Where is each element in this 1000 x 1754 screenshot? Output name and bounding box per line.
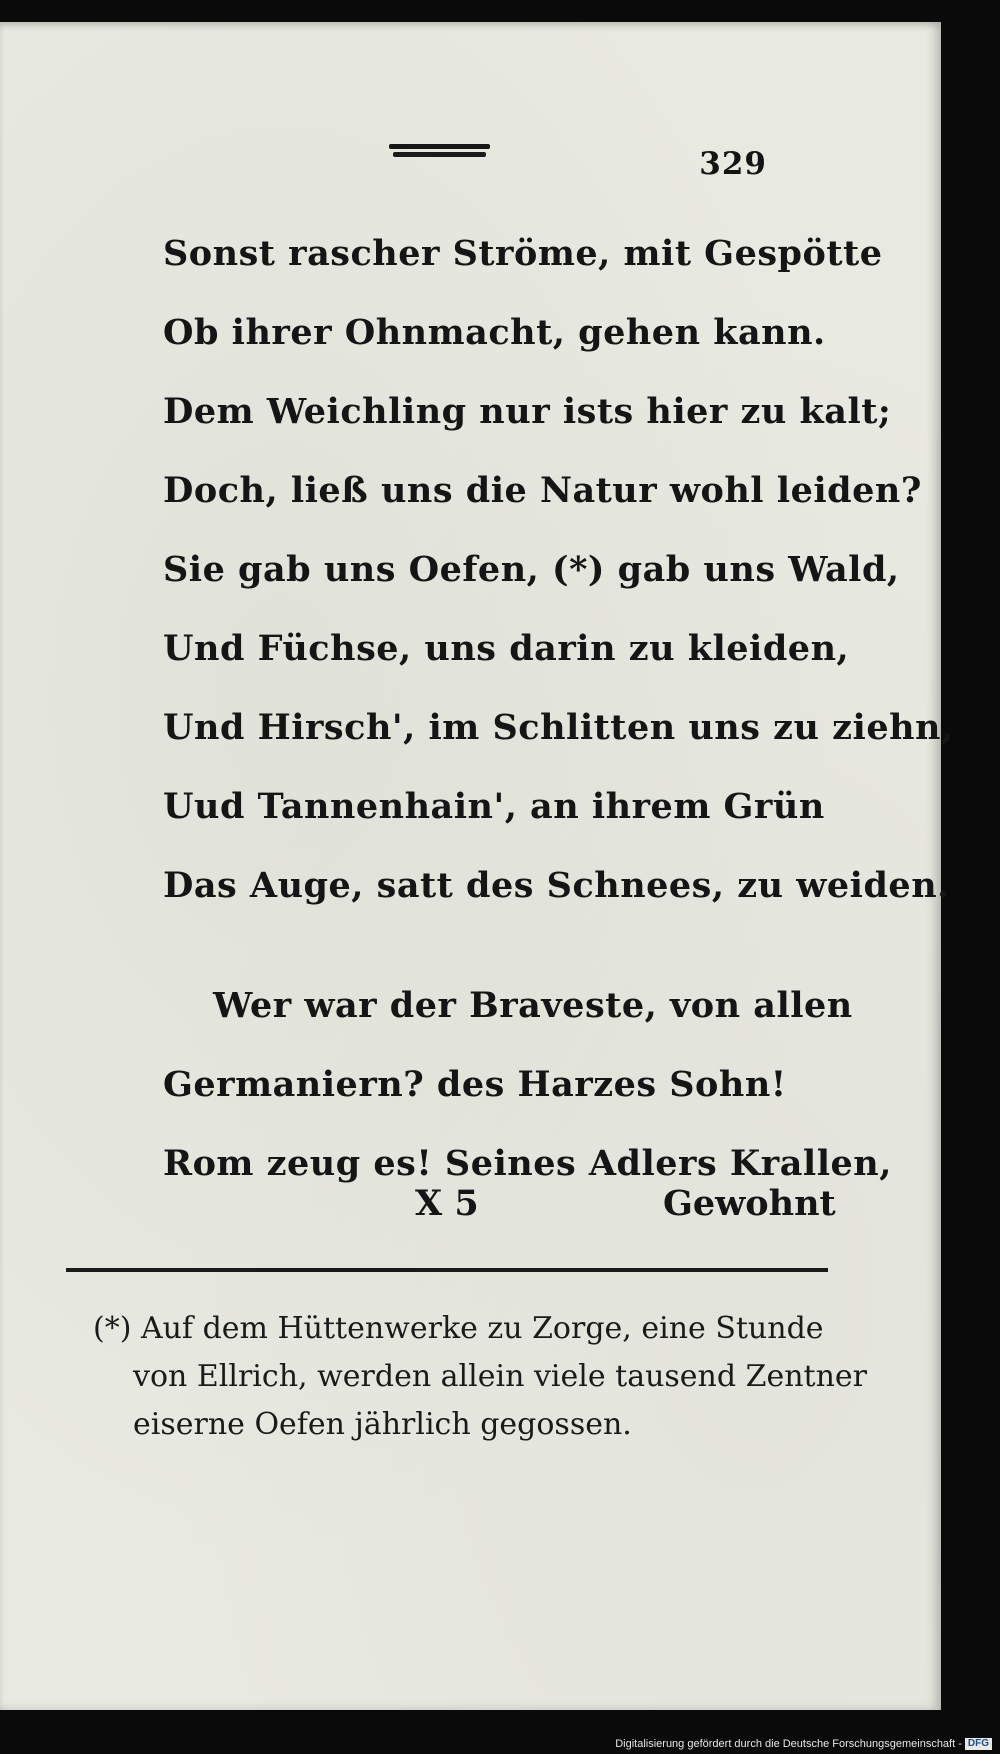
verse-line: Ob ihrer Ohnmacht, gehen kann. xyxy=(163,312,826,353)
catchword: Gewohnt xyxy=(663,1183,836,1224)
verse-line: Das Auge, satt des Schnees, zu weiden. xyxy=(163,865,950,906)
footnote-line: von Ellrich, werden allein viele tausend Zentner xyxy=(133,1359,868,1394)
verse-line: Rom zeug es! Seines Adlers Krallen, xyxy=(163,1143,892,1184)
page-number: 329 xyxy=(699,146,767,182)
dfg-logo: DFG xyxy=(965,1738,992,1750)
verse-line: Sonst rascher Ströme, mit Gespötte xyxy=(163,233,883,274)
header-rule-bar-top xyxy=(389,144,490,149)
footnote-line: eiserne Oefen jährlich gegossen. xyxy=(133,1407,632,1442)
catchline xyxy=(0,1183,941,1233)
header-ornament-rule xyxy=(389,144,490,158)
header-rule-bar-bottom xyxy=(393,152,486,157)
digitization-credit xyxy=(615,1738,992,1750)
verse-line: Und Füchse, uns darin zu kleiden, xyxy=(163,628,850,669)
verse-line: Dem Weichling nur ists hier zu kalt; xyxy=(163,391,892,432)
verse-line: Doch, ließ uns die Natur wohl leiden? xyxy=(163,470,922,511)
verse-line: Wer war der Braveste, von allen xyxy=(213,985,853,1026)
footnote-divider xyxy=(66,1268,828,1272)
verse-line: Germaniern? des Harzes Sohn! xyxy=(163,1064,787,1105)
verse-line: Uud Tannenhain', an ihrem Grün xyxy=(163,786,825,827)
credit-text: Digitalisierung gefördert durch die Deutsche Forschungsgemeinschaft - xyxy=(615,1737,962,1750)
footnote xyxy=(93,1305,868,1449)
stanza-gap xyxy=(163,925,803,966)
signature-mark: X 5 xyxy=(415,1183,479,1224)
poem-verse xyxy=(163,214,954,1203)
footnote-line: (*) Auf dem Hüttenwerke zu Zorge, eine Stunde xyxy=(93,1311,824,1346)
book-page xyxy=(0,22,954,1710)
verse-line: Und Hirsch', im Schlitten uns zu ziehn, xyxy=(163,707,954,748)
verse-line: Sie gab uns Oefen, (*) gab uns Wald, xyxy=(163,549,900,590)
